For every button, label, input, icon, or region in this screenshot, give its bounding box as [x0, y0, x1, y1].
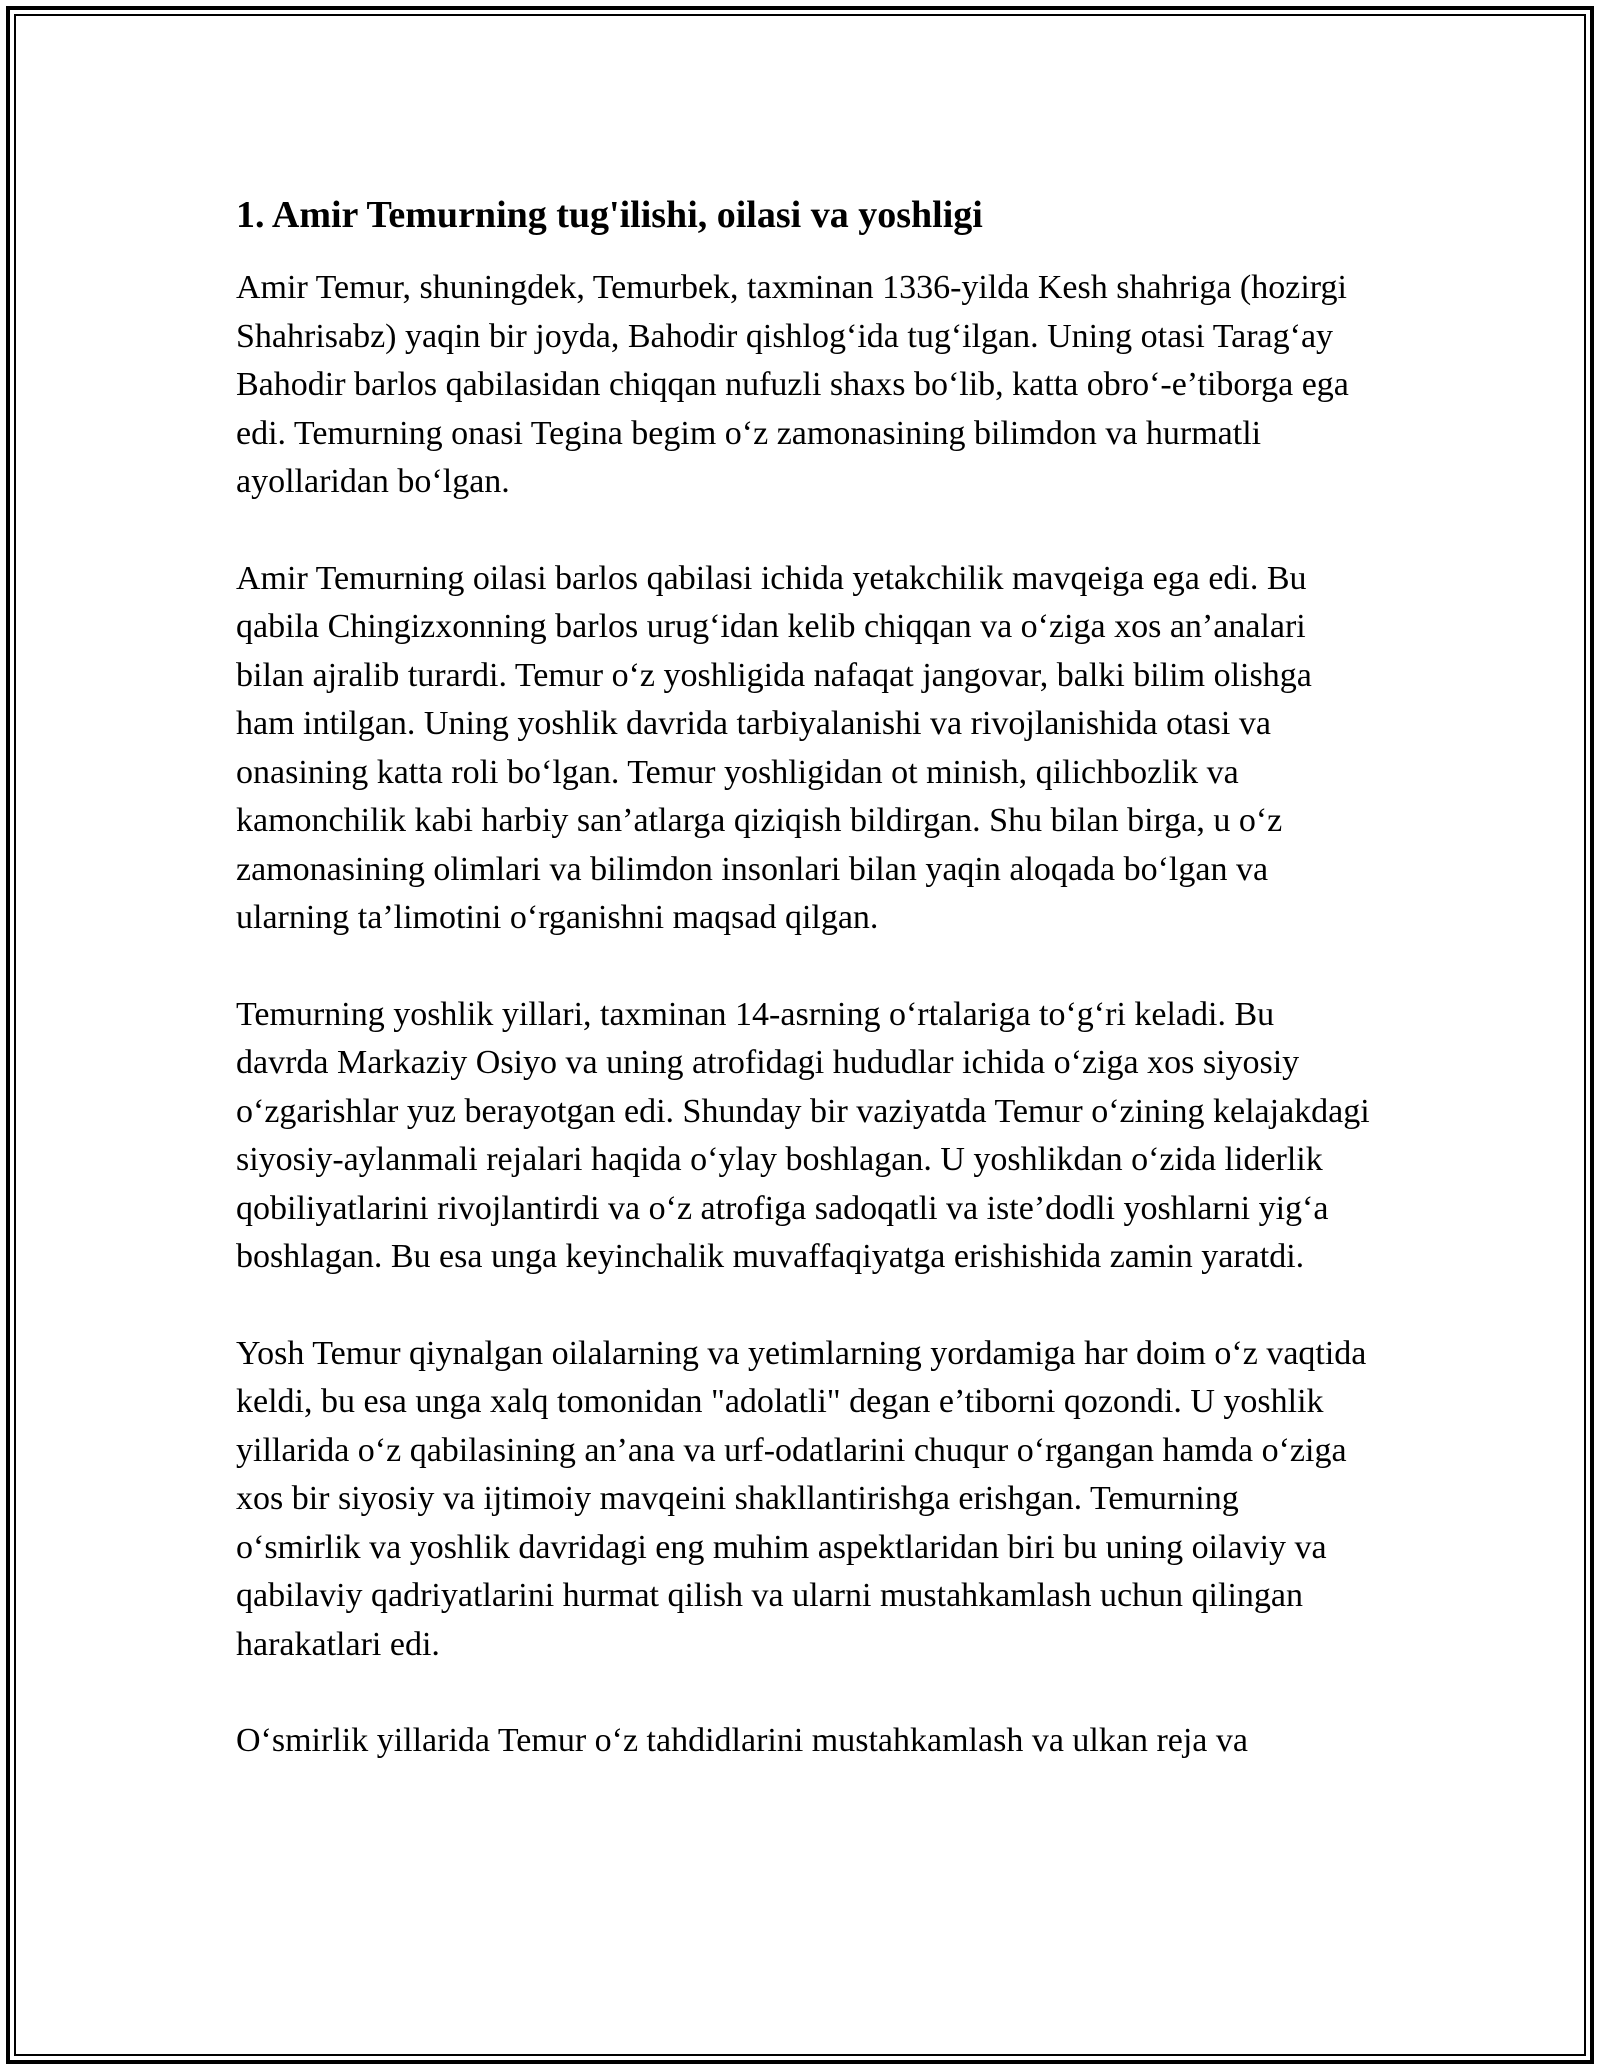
paragraph-adolescence: O‘smirlik yillarida Temur o‘z tahdidlarini mustahkamlash va ulkan reja va	[236, 1722, 1248, 1759]
paragraph-family: Amir Temurning oilasi barlos qabilasi ichida yetakchilik mavqeiga ega edi. Bu qabila Chingizxonning barlos urug‘idan kelib chiqqan va o‘ziga xos an’analari bilan ajralib turardi. Temur o‘z yoshligida nafaqat jangovar, balki bilim olishga ham intilgan. Uning yoshlik davrida tarbiyalanishi va rivojlanishida otasi va onasining katta roli bo‘lgan. Temur yoshligidan ot minish, qilichbozlik va kamonchilik kabi harbiy san’atlarga qiziqish bildirgan. Shu bilan birga, u o‘z zamonasining olimlari va bilimdon insonlari bilan yaqin aloqada bo‘lgan va ularning ta’limotini o‘rganishni maqsad qilgan.	[236, 559, 1312, 936]
paragraph-youth-years: Temurning yoshlik yillari, taxminan 14-asrning o‘rtalariga to‘g‘ri keladi. Bu davrda Markaziy Osiyo va uning atrofidagi hududlar ichida o‘ziga xos siyosiy o‘zgarishlar yuz berayotgan edi. Shunday bir vaziyatda Temur o‘zining kelajakdagi siyosiy-aylanmali rejalari haqida o‘ylay boshlagan. U yoshlikdan o‘zida liderlik qobiliyatlarini rivojlantirdi va o‘z atrofiga sadoqatli va iste’dodli yoshlarni yig‘a boshlagan. Bu esa unga keyinchalik muvaffaqiyatga erishishida zamin yaratdi.	[236, 995, 1370, 1275]
section-heading: 1. Amir Temurning tug'ilishi, oilasi va yoshligi	[236, 194, 983, 236]
document-body	[236, 186, 1371, 1814]
paragraph-young-temur: Yosh Temur qiynalgan oilalarning va yetimlarning yordamiga har doim o‘z vaqtida keldi, bu esa unga xalq tomonidan "adolatli" degan e’tiborni qozondi. U yoshlik yillarida o‘z qabilasining an’ana va urf-odatlarini chuqur o‘rgangan hamda o‘ziga xos bir siyosiy va ijtimoiy mavqeini shakllantirishga erishgan. Temurning o‘smirlik va yoshlik davridagi eng muhim aspektlaridan biri bu uning oilaviy va qabilaviy qadriyatlarini hurmat qilish va ularni mustahkamlash uchun qilingan harakatlari edi.	[236, 1334, 1367, 1663]
paragraph-birth: Amir Temur, shuningdek, Temurbek, taxminan 1336-yilda Kesh shahriga (hozirgi Shahrisabz) yaqin bir joyda, Bahodir qishlog‘ida tug‘ilgan. Uning otasi Tarag‘ay Bahodir barlos qabilasidan chiqqan nufuzli shaxs bo‘lib, katta obro‘-e’tiborga ega edi. Temurning onasi Tegina begim o‘z zamonasining bilimdon va hurmatli ayollaridan bo‘lgan.	[236, 269, 1349, 500]
